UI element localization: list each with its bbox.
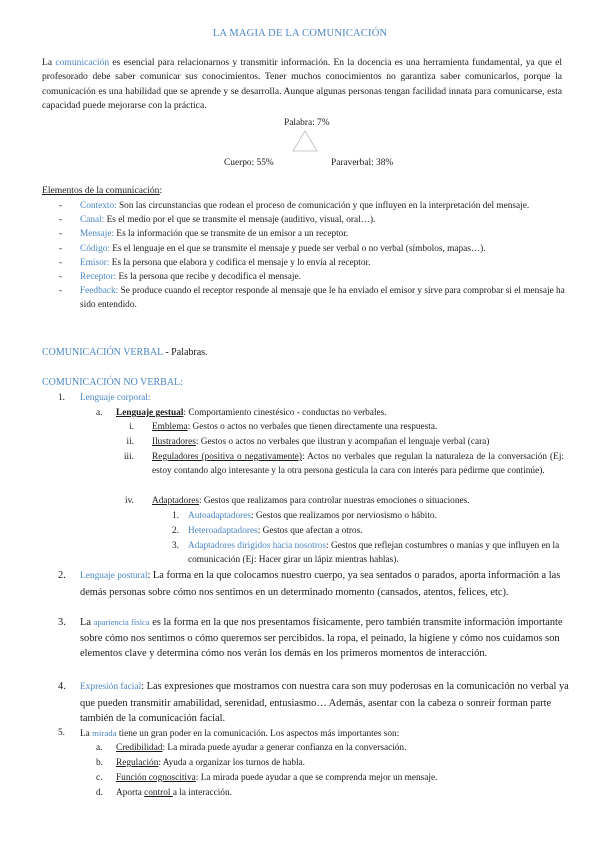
facial-term: Expresión facial	[80, 682, 142, 692]
sub-text: : Actos no verbales que regulan la naturaleza de la conversación (Ej: estoy contando algo interesante y la otra persona gesticula la cara con interés para pedirme que continúe).	[152, 452, 564, 477]
mirada-d-term: control	[144, 788, 173, 798]
element-term: Feedback:	[80, 286, 119, 297]
element-text: Se produce cuando el receptor responde al mensaje que le ha enviado el emisor y sirve para comprobar si el mensaje ha sido entendido.	[80, 286, 565, 311]
mirada-text: tiene un gran poder en la comunicación. Los aspectos más importantes son:	[116, 729, 400, 739]
item-number: 4.	[58, 681, 66, 692]
intro-text: es esencial para relacionarnos y transmitir información. En la docencia es una herramienta fundamental, ya que el profesorado debe saber comunicar sus conocimientos. Tener muchos conocimientos no garantiza saber comunicarlos, porque la comunicación es una habilidad que se aprende y se desarrolla. Aunque algunas personas tengan facilidad innata para comunicarse, esta capacidad puede mejorarse con la práctica.	[42, 57, 562, 112]
roman-number: ii.	[126, 437, 134, 447]
sub-letter: d.	[96, 788, 103, 798]
item-number: 1.	[58, 393, 65, 403]
list-item	[56, 199, 566, 213]
mirada-item-term: Regulación	[116, 758, 159, 768]
apariencia-term: apariencia física	[93, 617, 150, 627]
list-item	[152, 420, 568, 434]
elements-heading-colon: :	[159, 185, 163, 196]
adapt-number: 3.	[172, 541, 179, 551]
mirada	[80, 726, 570, 741]
intro-pre: La	[42, 57, 56, 68]
list-item	[56, 227, 566, 241]
pyramid-top-label: Palabra: 7%	[284, 118, 330, 128]
intro-paragraph	[42, 56, 562, 114]
mirada-item-text: : La mirada puede ayudar a generar confianza en la conversación.	[162, 743, 407, 753]
mirada-item-term: Función cognoscitiva	[116, 773, 196, 783]
item-number: 3.	[58, 617, 66, 628]
adapt-text: : Gestos que reflejan costumbres o manías y que influyen en la comunicación (Ej: Hacer girar un lápiz mientras hablas).	[188, 541, 560, 566]
mirada-d-pre: Aporta	[116, 788, 145, 798]
triangle-shape	[293, 131, 317, 151]
pyramid-right-label: Paraverbal: 38%	[331, 158, 394, 168]
apariencia-pre: La	[80, 617, 94, 628]
sub-letter: a.	[96, 408, 103, 418]
roman-number: iv.	[125, 496, 134, 506]
elements-heading-text: Elementos de la comunicación	[42, 185, 160, 196]
list-item	[188, 509, 568, 523]
roman-number: iii.	[123, 452, 134, 462]
list-item	[152, 450, 564, 478]
mirada-item-text: : Ayuda a organizar los turnos de habla.	[158, 758, 305, 768]
adapt-text: : Gestos que realizamos por nerviosismo o hábito.	[251, 511, 437, 521]
roman-number: i.	[129, 422, 134, 432]
list-item	[188, 539, 568, 567]
verbal-text: - Palabras.	[162, 347, 208, 358]
list-item	[152, 494, 568, 508]
page-title: LA MAGIA DE LA COMUNICACIÓN	[212, 28, 388, 39]
mirada-pre: La	[80, 729, 93, 739]
sub-letter: b.	[96, 758, 103, 768]
element-text: Es el medio por el que se transmite el mensaje (auditivo, visual, oral…).	[104, 215, 376, 226]
sub-text: : Gestos o actos no verbales que tienen directamente una respuesta.	[187, 422, 438, 432]
list-item	[116, 771, 566, 785]
sub-term: Reguladores (positiva o negativamente)	[152, 452, 303, 462]
list-item	[116, 756, 566, 770]
sub-term: Adaptadores	[152, 496, 199, 506]
lenguaje-corporal-label: Lenguaje corporal:	[80, 393, 151, 403]
adapt-number: 1.	[172, 511, 179, 521]
nonverbal-heading: COMUNICACIÓN NO VERBAL:	[42, 377, 183, 388]
sub-letter: a.	[96, 743, 103, 753]
apariencia-fisica	[80, 615, 572, 662]
mirada-d-post: a la interacción.	[172, 788, 232, 798]
comunicacion-term: comunicación	[55, 57, 110, 68]
element-text: Es el lenguaje en el que se transmite el mensaje y puede ser verbal o no verbal (símbolos, mapas…).	[109, 243, 486, 254]
pyramid-triangle	[292, 130, 318, 152]
expresion-facial	[80, 679, 572, 727]
adapt-term: Autoadaptadores	[188, 511, 251, 521]
sub-text: : Gestos que realizamos para controlar nuestras emociones o situaciones.	[198, 496, 470, 506]
gestual-text: : Comportamiento cinestésico - conductas no verbales.	[183, 408, 387, 418]
facial-text: : Las expresiones que mostramos con nuestra cara son muy poderosas en la comunicación no verbal ya que pueden transmitir amabilidad, serenidad, entusiasmo… Además, asentar con la cabeza o sonreír forman parte también de la comunicación facial.	[80, 681, 569, 725]
element-term: Receptor:	[80, 272, 117, 283]
mirada-term: mirada	[92, 728, 117, 738]
element-text: Es la persona que recibe y decodifica el mensaje.	[116, 272, 301, 283]
element-text: Es la persona que elabora y codifica el mensaje y lo envía al receptor.	[109, 257, 371, 268]
item-number: 2.	[58, 570, 66, 581]
lenguaje-postural	[80, 568, 570, 600]
mirada-item-term: Credibilidad	[116, 743, 163, 753]
verbal-section	[42, 347, 208, 358]
list-item	[152, 435, 570, 449]
elements-list	[56, 199, 566, 313]
adapt-text: : Gestos que afectan a otros.	[257, 526, 363, 536]
postural-term: Lenguaje postural	[80, 571, 148, 581]
elements-heading	[42, 185, 162, 196]
element-term: Contexto:	[80, 201, 117, 211]
mirada-item-text: : La mirada puede ayudar a que se comprenda mejor un mensaje.	[195, 773, 438, 783]
element-term: Canal:	[80, 215, 105, 226]
item-number: 5.	[58, 728, 65, 738]
element-text: Son las circunstancias que rodean el proceso de comunicación y que influyen en la interpretación del mensaje.	[116, 201, 530, 211]
pyramid-left-label: Cuerpo: 55%	[224, 158, 274, 168]
postural-text: : La forma en la que colocamos nuestro cuerpo, ya sea sentados o parados, aporta información a las demás personas sobre cómo nos sentimos en un determinado momento (cansados, atentos, felices, etc).	[80, 570, 561, 598]
element-term: Código:	[80, 243, 110, 254]
list-item	[116, 741, 566, 755]
sub-letter: c.	[96, 773, 103, 783]
gestual-term: Lenguaje gestual	[116, 408, 184, 418]
adapt-number: 2.	[172, 526, 179, 536]
sub-term: Ilustradores	[152, 437, 196, 447]
apariencia-text: es la forma en la que nos presentamos físicamente, pero también transmite información importante sobre cómo nos sentimos o cómo queremos ser percibidos. la ropa, el peinado, la higiene y cómo nos cuidamos son elementos clave y determina cómo nos verán los demás en los primeros momentos de interacción.	[80, 617, 563, 660]
lenguaje-gestual	[116, 406, 566, 420]
list-item	[56, 213, 566, 227]
sub-text: : Gestos o actos no verbales que ilustran y acompañan el lenguaje verbal (cara)	[195, 437, 490, 447]
adapt-term: Heteroadaptadores	[188, 526, 258, 536]
element-text: Es la información que se transmite de un emisor a un receptor.	[114, 229, 349, 240]
list-item	[56, 242, 566, 256]
verbal-heading: COMUNICACIÓN VERBAL	[42, 347, 163, 358]
list-item	[56, 284, 566, 312]
list-item	[56, 256, 566, 270]
element-term: Mensaje:	[80, 229, 115, 240]
adapt-term: Adaptadores dirigidos hacia nosotros	[188, 541, 327, 551]
list-item	[56, 270, 566, 284]
sub-term: Emblema	[152, 422, 188, 432]
list-item	[188, 524, 568, 538]
list-item	[116, 786, 566, 800]
element-term: Emisor:	[80, 257, 110, 268]
